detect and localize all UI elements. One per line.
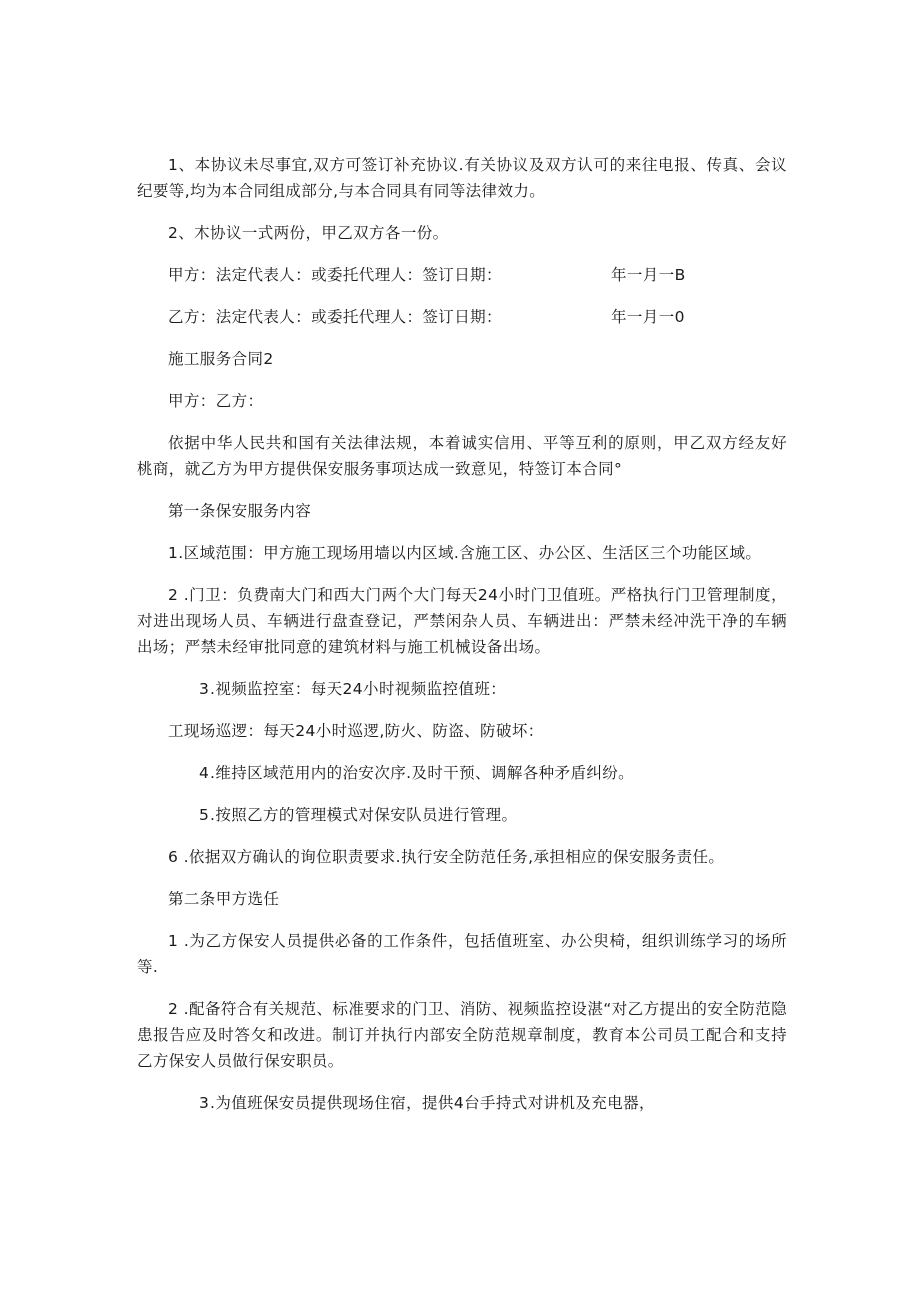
article-1-item-5-text: .按照乙方的管理模式对保安队员进行管理。 [210, 806, 518, 824]
signature-party-a [137, 262, 787, 288]
document-body [137, 152, 787, 1116]
contract-parties: 甲方：乙方： [168, 392, 264, 410]
clause-supplement: 1、本协议未尽事宜,双方可签订补充协议.有关协议及双方认可的来往电报、传真、会议纪要等,均为本合同组成部分,与本合同具有同等法律效力。 [137, 156, 787, 200]
contract-title: 施工服务合同2 [168, 350, 274, 368]
article-2-item-3-text: .为值班保安员提供现场住宿，提供4台手持式对讲机及充电器， [210, 1094, 655, 1112]
article-2-title: 第二条甲方选任 [168, 890, 280, 908]
article-1-item-3-number: 3 [199, 680, 210, 698]
article-1-item-5 [137, 802, 787, 828]
contract-intro: 依据中华人民共和国有关法律法规，本着诚实信用、平等互利的原则，甲乙双方经友好桃商，就乙方为甲方提供保安服务事项达成一致意见，特签订本合同° [137, 434, 787, 478]
article-1-item-2: 2 .门卫：负费南大门和西大门两个大门每天24小时门卫值班。严格执行门卫管理制度，对进出现场人员、车辆进行盘查登记，严禁闲杂人员、车辆进出：严禁未经冲洗干净的车辆出场；严禁未经审批同意的建筑材料与施工机械设备出场。 [137, 586, 787, 656]
article-2-item-2: 2 .配备符合有关规范、标准要求的门卫、消防、视频监控设湛“对乙方提出的安全防范隐患报告应及时答攵和改进。制订并执行内部安全防范规章制度，教育本公司员工配合和支持乙方保安人员做行保安职员。 [137, 1000, 787, 1070]
signature-party-a-date: 年一月一B [611, 266, 686, 284]
article-1-patrol: 工现场巡逻：每天24小时巡逻,防火、防盗、防破坏： [168, 722, 544, 740]
article-2-item-1: 1 .为乙方保安人员提供必备的工作条件，包括值班室、办公臾椅，组织训练学习的场所等. [137, 932, 787, 976]
clause-copies: 2、木协议一式两份，甲乙双方各一份。 [168, 224, 449, 242]
article-1-item-3-text: .视频监控室：每天24小时视频监控值班： [210, 680, 507, 698]
article-1-item-4 [137, 760, 787, 786]
article-1-item-3 [137, 676, 787, 702]
signature-party-b [137, 304, 787, 330]
signature-party-b-date: 年一月一0 [611, 308, 685, 326]
signature-party-a-label: 甲方：法定代表人：或委托代理人：签订日期： [168, 266, 502, 284]
article-1-item-5-number: 5 [199, 806, 210, 824]
article-1-item-4-number: 4 [199, 764, 210, 782]
article-2-item-3-number: 3 [199, 1094, 210, 1112]
article-2-item-3 [137, 1090, 787, 1116]
article-1-item-1: 1.区域范围：甲方施工现场用墙以内区域.含施工区、办公区、生活区三个功能区域。 [168, 544, 762, 562]
article-1-item-6: 6 .依据双方确认的询位职责要求.执行安全防范任务,承担相应的保安服务责任。 [168, 848, 725, 866]
article-1-title: 第一条保安服务内容 [168, 502, 312, 520]
signature-party-b-label: 乙方：法定代表人：或委托代理人：签订日期： [168, 308, 502, 326]
article-1-item-4-text: .维持区域范用内的治安次序.及时干预、调解各种矛盾纠纷。 [210, 764, 635, 782]
